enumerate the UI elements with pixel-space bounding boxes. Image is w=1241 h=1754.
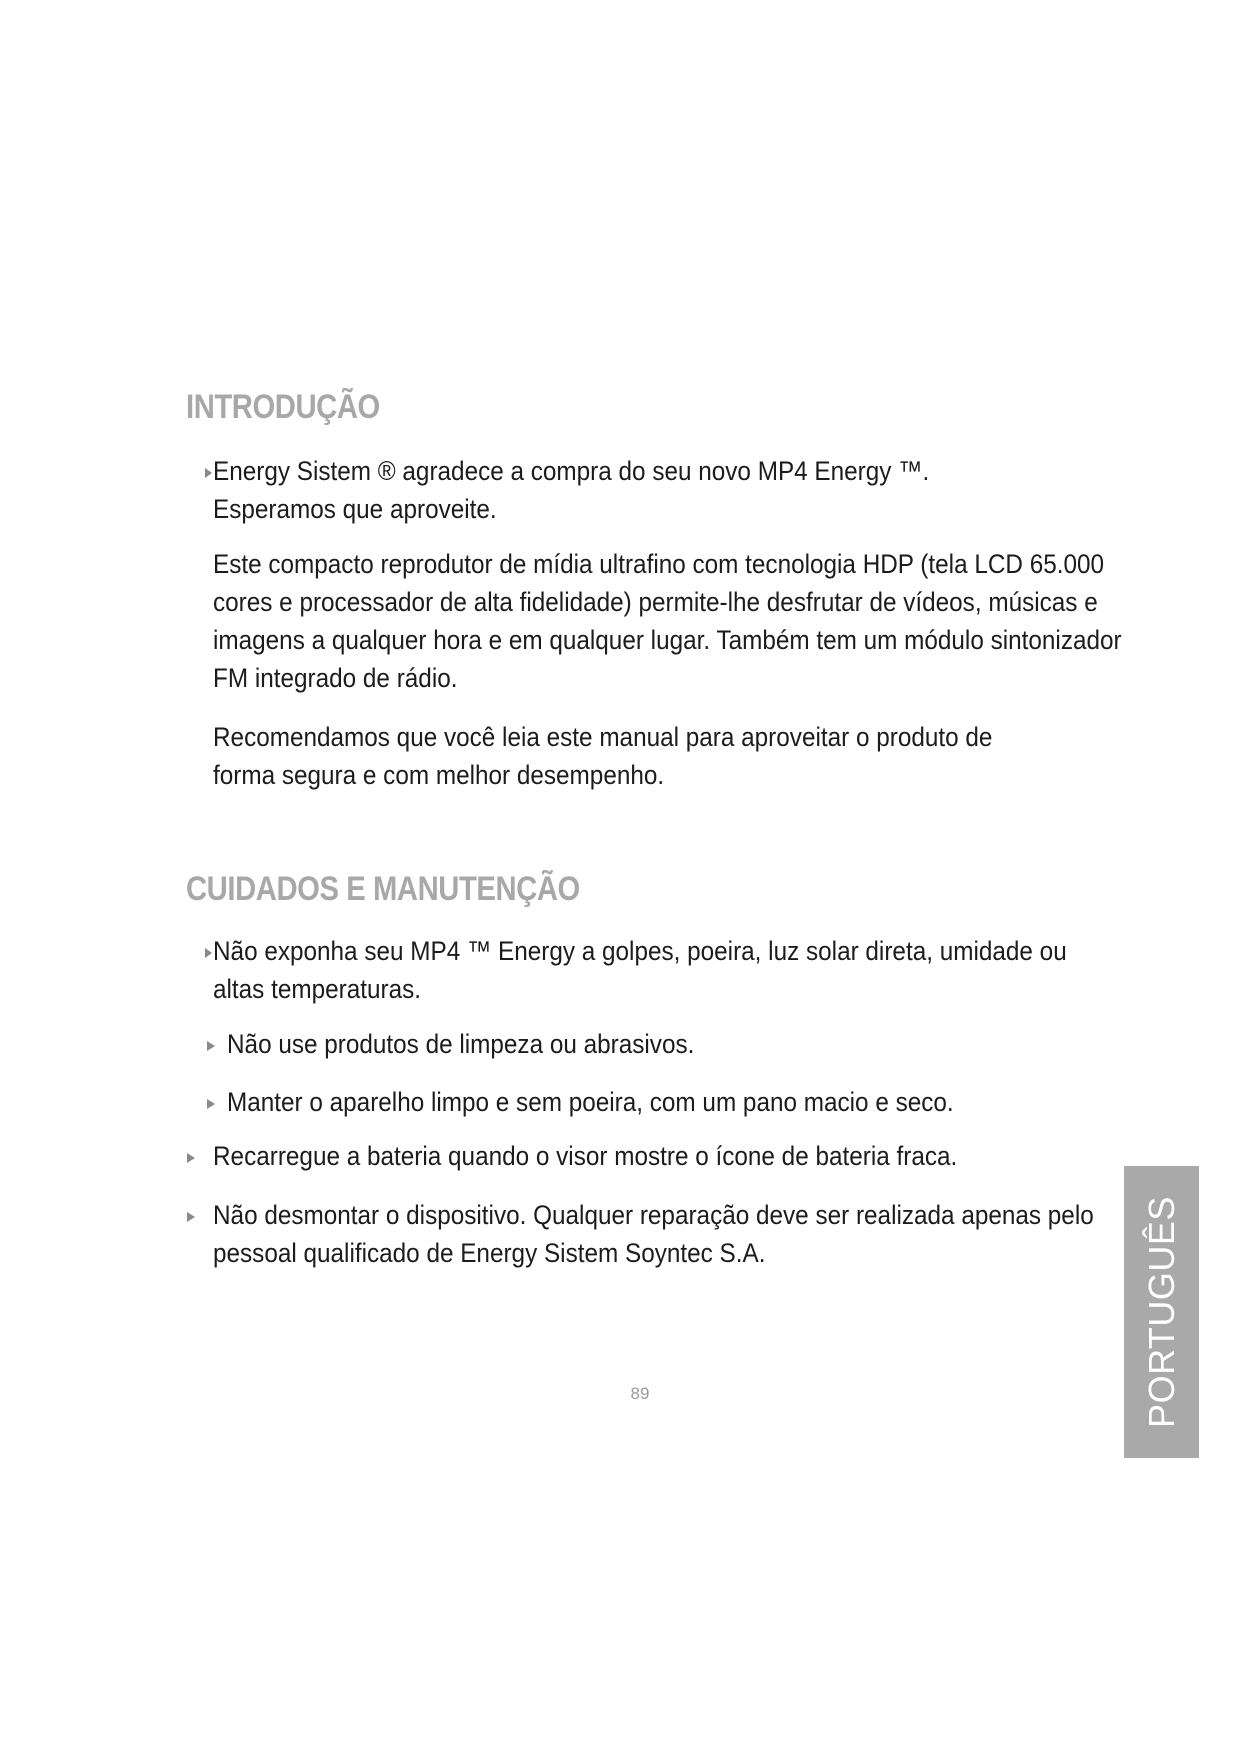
intro-paragraph-text: Recomendamos que você leia este manual para aproveitar o produto de forma segura e com melhor desempenho.	[213, 722, 993, 790]
care-item-text: Não desmontar o dispositivo. Qualquer reparação deve ser realizada apenas pelo pessoal qualificado de Energy Sistem Soyntec S.A.	[213, 1200, 1094, 1268]
section-title-care: CUIDADOS E MANUTENÇÃO	[186, 870, 580, 908]
intro-paragraph-text: Este compacto reprodutor de mídia ultrafino com tecnologia HDP (tela LCD 65.000 cores e processador de alta fidelidade) permite-lhe desfrutar de vídeos, músicas e imagens a qualquer hora e em qualquer lugar. Também tem um módulo sintonizador FM integrado de rádio.	[213, 549, 1122, 693]
care-list-item	[227, 1025, 1055, 1063]
language-tab	[1124, 1166, 1199, 1458]
care-item-text: Manter o aparelho limpo e sem poeira, com um pano macio e seco.	[227, 1087, 954, 1117]
intro-paragraph-text: Energy Sistem ® agradece a compra do seu novo MP4 Energy ™. Esperamos que aproveite.	[213, 456, 930, 524]
bullet-arrow-icon	[187, 1212, 195, 1222]
page-number: 89	[630, 1384, 650, 1403]
intro-paragraph	[213, 545, 1122, 697]
care-list-item	[227, 1083, 1055, 1121]
care-item-text: Não use produtos de limpeza ou abrasivos.	[227, 1029, 695, 1059]
care-list-item	[213, 932, 1113, 1008]
intro-paragraph	[213, 718, 1023, 794]
bullet-arrow-icon	[205, 948, 212, 958]
care-list-item	[213, 1137, 1041, 1175]
language-tab-label: PORTUGUÊS	[1140, 1196, 1182, 1428]
section-title-introduction: INTRODUÇÃO	[186, 388, 380, 426]
care-list-item	[213, 1196, 1113, 1272]
bullet-arrow-icon	[187, 1153, 195, 1163]
bullet-arrow-icon	[207, 1099, 215, 1109]
bullet-arrow-icon	[205, 468, 212, 478]
care-item-text: Não exponha seu MP4 ™ Energy a golpes, poeira, luz solar direta, umidade ou altas temperaturas.	[213, 936, 1067, 1004]
care-item-text: Recarregue a bateria quando o visor mostre o ícone de bateria fraca.	[213, 1141, 958, 1171]
bullet-arrow-icon	[207, 1041, 215, 1051]
intro-paragraph	[213, 452, 1023, 528]
